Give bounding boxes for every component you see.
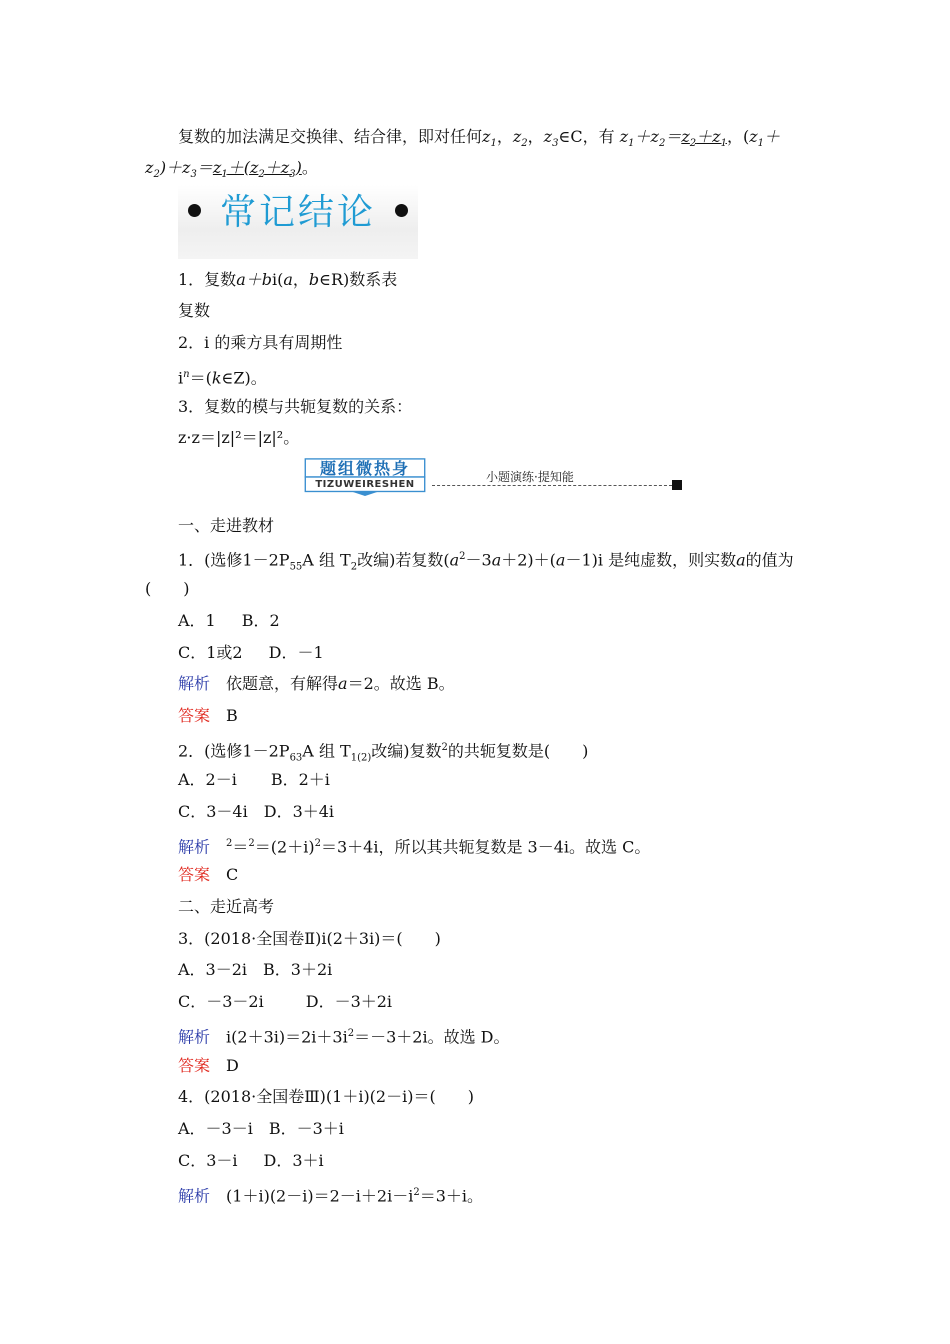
- q3-solution: 解析 $i(2+3i)=2i+3i^2=-3+2i$。故选 D。: [178, 1027, 510, 1047]
- q1-solution-label: 解析: [178, 674, 211, 693]
- q1-solution-tail: ＝2。故选 B。: [347, 674, 455, 693]
- q2-answer-value: C: [226, 865, 239, 884]
- q2-stem-mid: 改编)复数: [371, 741, 442, 761]
- q4-solution: 解析 $(1+i)(2-i)=2-i+2i-i^2=3+i$。: [178, 1186, 483, 1206]
- q2-stem-tail: 的共轭复数是( ): [447, 741, 589, 761]
- q2-solution-tail: ＝3＋4i，所以其共轭复数是 3－4i。故选 C。: [320, 837, 651, 857]
- intro-text-3: ，(: [726, 127, 750, 146]
- var-k: k: [211, 368, 222, 388]
- expr-a2: a: [449, 550, 460, 570]
- conclusion-3-line-2: z·z＝|z|²＝|z|²。: [178, 428, 300, 447]
- intro-text-1: 复数的加法满足交换律、结合律，即对任何: [178, 127, 483, 146]
- bullet-dot-right: [395, 204, 408, 217]
- warmup-title: 题组微热身: [319, 459, 410, 478]
- q1-answer: [178, 706, 238, 726]
- var-z1b: $z_1+$: [749, 127, 781, 150]
- q4-option-d: D．3＋i: [263, 1151, 324, 1170]
- var-a-q1b: a: [555, 550, 566, 570]
- q2-options-row-2: [178, 802, 334, 822]
- q1-solution: [178, 674, 455, 694]
- q3-answer: [178, 1056, 239, 1076]
- conclusion-1-tail: 数系表: [349, 270, 398, 289]
- q4-solution-label: 解析: [178, 1186, 211, 1206]
- q2-option-c: C．3－4i: [178, 802, 248, 821]
- q2-answer: [178, 865, 238, 885]
- expr-z1-plus-z2: $z_1+z_2=z_2+z_1$: [619, 127, 727, 150]
- q3-stem: 3．(2018·全国卷Ⅱ)i(2＋3i)＝( ): [178, 929, 441, 948]
- q3-solution-label: 解析: [178, 1027, 211, 1047]
- var-b: b: [308, 270, 320, 289]
- intro-line-1: 复数的加法满足交换律、结合律，即对任何$z_1$，$z_2$，$z_3\in C$，有 $z_1+z_2=z_2+z_1$，($z_1+$: [178, 127, 781, 150]
- conclusions-banner: [178, 185, 418, 259]
- q4-stem: 4．(2018·全国卷Ⅲ)(1＋i)(2－i)＝( ): [178, 1087, 474, 1106]
- conclusion-1-line-2: 复数: [178, 301, 211, 320]
- q2-solution-label: 解析: [178, 837, 211, 857]
- q1-stem: 1．(选修$1-2P_{55}A$ 组 $T_2$改编)若复数$(a^2-3a+2)+(a-1)i$ 是纯虚数，则实数a的值为: [178, 550, 794, 573]
- q1-option-b: B．2: [241, 611, 280, 630]
- q3-options-row-2: [178, 992, 392, 1012]
- intro-text-4: 。: [301, 158, 318, 177]
- conclusion-2-line-2: $i^n=(k\in Z)$。: [178, 368, 267, 388]
- conclusion-1-label: 1．复数: [178, 270, 237, 289]
- conclusion-3: 3．复数的模与共轭复数的关系：: [178, 397, 413, 416]
- q1-answer-label: 答案: [178, 706, 211, 725]
- q3-options-row-1: [178, 960, 332, 980]
- warmup-pinyin: TIZUWEIRESHEN: [315, 479, 415, 490]
- q3-answer-label: 答案: [178, 1056, 211, 1075]
- conclusion-2-tail: ∈Z)。: [221, 368, 267, 388]
- intro-text-2: ，有: [582, 127, 615, 146]
- q1-stem-line-2: ( ): [145, 579, 190, 598]
- warmup-subtitle: 小题演练·提知能: [486, 470, 574, 484]
- q1-stem-tail: 的值为: [745, 550, 794, 570]
- q1-solution-text: 依题意，有解得: [226, 674, 339, 693]
- q4-option-a: A．－3－i: [178, 1119, 253, 1138]
- q4-option-b: B．－3＋i: [268, 1119, 344, 1138]
- q1-stem-group: A 组 T: [302, 550, 351, 570]
- q3-answer-value: D: [226, 1056, 239, 1075]
- q3-option-d: D．－3＋2i: [305, 992, 393, 1011]
- q1-stem-mid: 改编)若复数(: [357, 550, 450, 570]
- section-1-heading: 一、走进教材: [178, 516, 275, 535]
- q1-options-row-2: [178, 643, 324, 663]
- conclusion-2-eq: ＝(: [189, 368, 212, 388]
- q1-option-d: D．－1: [268, 643, 324, 662]
- q3-solution-tail: ＝－3＋2i。故选 D。: [354, 1027, 510, 1047]
- q2-option-b: B．2＋i: [270, 770, 330, 789]
- q2-stem-group: A 组 T: [302, 741, 351, 761]
- q2-option-a: A．2－i: [178, 770, 237, 789]
- exp-n: n: [183, 369, 190, 380]
- q2-solution-eq1: ＝: [232, 837, 249, 857]
- q3-option-b: B．3＋2i: [263, 960, 333, 979]
- q2-stem: 2．(选修$1-2P_{63}A$ 组 $T_{1(2)}$改编)复数$^2$的共轭复数是( ): [178, 741, 589, 764]
- expr-assoc: $z_2)+z_3=z_1+(z_2+z_3)$: [145, 158, 302, 181]
- q2-stem-a: 2．(选修1－2P: [178, 741, 290, 761]
- conclusion-2: 2．i 的乘方具有周期性: [178, 333, 343, 352]
- banner-title: 常记结论: [219, 192, 376, 233]
- q2-option-d: D．3＋4i: [263, 802, 335, 821]
- q2-options-row-1: [178, 770, 330, 790]
- q4-options-row-1: [178, 1119, 344, 1139]
- warmup-header: [298, 456, 688, 508]
- var-z2: $z_2$: [512, 127, 528, 150]
- intro-line-2: [145, 158, 318, 185]
- q3-option-c: C．－3－2i: [178, 992, 264, 1011]
- q4-options-row-2: [178, 1151, 324, 1171]
- var-a: a: [283, 270, 293, 289]
- var-z3: $z_3$: [543, 127, 559, 150]
- var-a-q1d: a: [338, 674, 348, 693]
- q4-solution-tail: ＝3＋i。: [419, 1186, 483, 1206]
- q1-stem-plus: ＋2)＋(: [501, 550, 556, 570]
- q3-solution-text: i(2＋3i)＝2i＋3i: [226, 1027, 348, 1047]
- q2-solution-eq2: ＝(2＋i): [254, 837, 315, 857]
- q1-stem-pure: －1)i 是纯虚数，则实数: [565, 550, 737, 570]
- q4-solution-text: (1＋i)(2－i)＝2－i＋2i－i: [226, 1186, 414, 1206]
- q3-option-a: A．3－2i: [178, 960, 248, 979]
- var-a-q1a: a: [491, 550, 502, 570]
- expr-a-plus-bi: a＋b: [236, 270, 272, 289]
- q1-options-row-1: [178, 611, 280, 631]
- q1-option-a: A．1: [178, 611, 216, 630]
- var-a-q1c: a: [736, 550, 746, 570]
- q4-option-c: C．3－i: [178, 1151, 238, 1170]
- square-end-icon: [672, 480, 682, 490]
- q2-answer-label: 答案: [178, 865, 211, 884]
- q1-answer-value: B: [226, 706, 238, 725]
- section-2-heading: 二、走近高考: [178, 897, 275, 916]
- q1-stem-p: P: [278, 550, 290, 570]
- conclusion-1: 1．复数a＋bi(a，b∈R)数系表: [178, 270, 398, 289]
- var-z1: $z_1$: [482, 127, 497, 150]
- warmup-dashed-line: [432, 485, 672, 486]
- q2-solution: 解析 $^2=^2=(2+i)^2=3+4i$，所以其共轭复数是 3－4i。故选 C。: [178, 837, 651, 857]
- q1-option-c: C．1或2: [178, 643, 243, 662]
